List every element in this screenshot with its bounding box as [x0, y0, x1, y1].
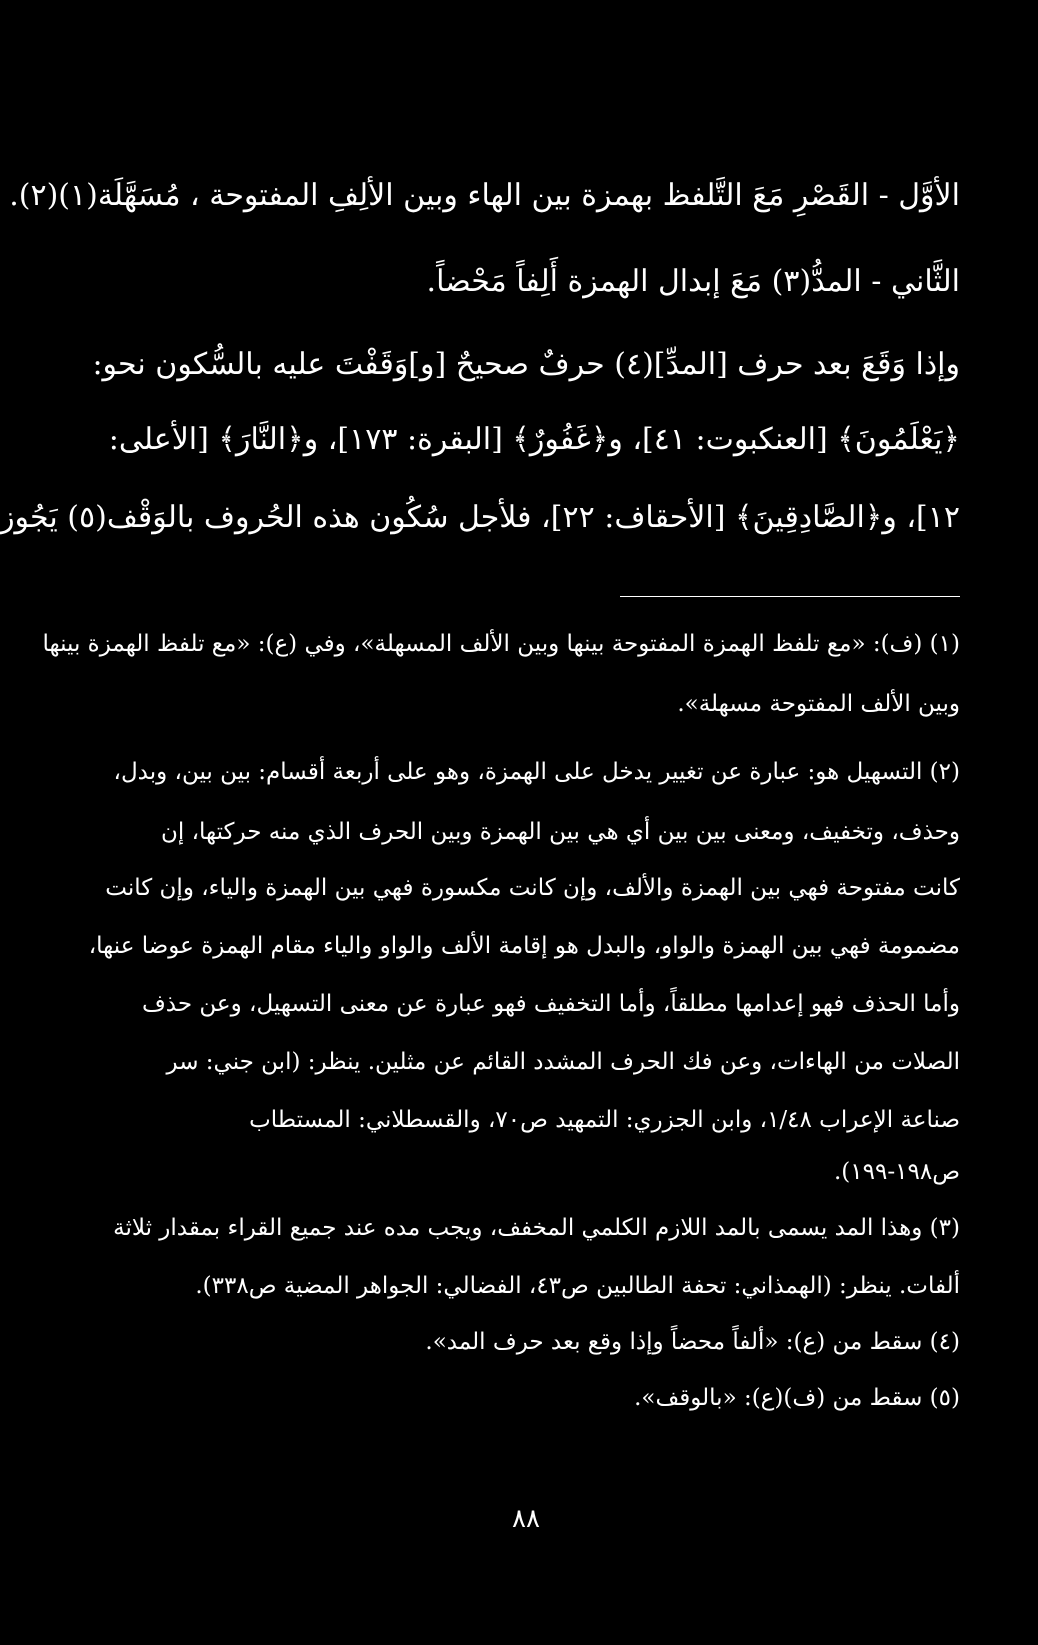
footnote-5: (٥) سقط من (ف)(ع): «بالوقف». — [634, 1385, 960, 1411]
footnote-2-line-3: كانت مفتوحة فهي بين الهمزة والألف، وإن كانت مكسورة فهي بين الهمزة والياء، وإن كانت — [105, 875, 960, 901]
page-number: ٨٨ — [512, 1504, 540, 1534]
main-text-line-5: ١٢]، و﴿الصَّادِقِينَ﴾ [الأحقاف: ٢٢]، فلأجل سُكُون هذه الحُروف بالوَقْف(٥) يَجُوز — [0, 500, 960, 535]
footnote-1-line-1: (١) (ف): «مع تلفظ الهمزة المفتوحة بينها وبين الألف المسهلة»، وفي (ع): «مع تلفظ الهمزة بينها — [42, 631, 960, 657]
footnote-1-line-2: وبين الألف المفتوحة مسهلة». — [677, 691, 960, 717]
footnote-2-line-2: وحذف، وتخفيف، ومعنى بين بين أي هي بين الهمزة وبين الحرف الذي منه حركتها، إن — [160, 819, 960, 845]
footnote-3-line-2: ألفات. ينظر: (الهمذاني: تحفة الطالبين ص٤٣، الفضالي: الجواهر المضية ص٣٣٨). — [195, 1273, 960, 1299]
footnote-3-line-1: (٣) وهذا المد يسمى بالمد اللازم الكلمي المخفف، ويجب مده عند جميع القراء بمقدار ثلاثة — [113, 1215, 960, 1241]
footnote-2-line-8: ص١٩٨-١٩٩). — [833, 1159, 960, 1185]
footnote-2-line-1: (٢) التسهيل هو: عبارة عن تغيير يدخل على الهمزة، وهو على أربعة أقسام: بين بين، وبدل، — [113, 759, 960, 785]
footnote-2-line-5: وأما الحذف فهو إعدامها مطلقاً، وأما التخفيف فهو عبارة عن معنى التسهيل، وعن حذف — [141, 991, 960, 1017]
main-text-line-1: الأوَّل - القَصْرِ مَعَ التَّلفظ بهمزة بين الهاء وبين الألِفِ المفتوحة ، مُسَهَّلَة(١)(٢). — [9, 178, 960, 213]
main-text-line-2: الثَّاني - المدُّ(٣) مَعَ إبدال الهمزة أَلِفاً مَحْضاً. — [426, 264, 960, 299]
footnote-2-line-6: الصلات من الهاءات، وعن فك الحرف المشدد القائم عن مثلين. ينظر: (ابن جني: سر — [166, 1049, 960, 1075]
main-text-line-3: وإذا وَقَعَ بعد حرف [المدِّ](٤) حرفٌ صحيحٌ [و]وَقَفْتَ عليه بالسُّكون نحو: — [92, 347, 960, 382]
footnote-separator — [620, 596, 960, 597]
footnote-4: (٤) سقط من (ع): «ألفاً محضاً وإذا وقع بعد حرف المد». — [425, 1329, 960, 1355]
footnote-2-line-4: مضمومة فهي بين الهمزة والواو، والبدل هو إقامة الألف والواو والياء مقام الهمزة عوضا عنها، — [88, 933, 960, 959]
main-text-line-4: ﴿يَعْلَمُونَ﴾ [العنكبوت: ٤١]، و﴿غَفُورٌ﴾ [البقرة: ١٧٣]، و﴿النَّارَ﴾ [الأعلى: — [108, 422, 960, 457]
footnote-2-line-7: صناعة الإعراب ١/٤٨، وابن الجزري: التمهيد ص٧٠، والقسطلاني: المستطاب — [249, 1107, 960, 1133]
